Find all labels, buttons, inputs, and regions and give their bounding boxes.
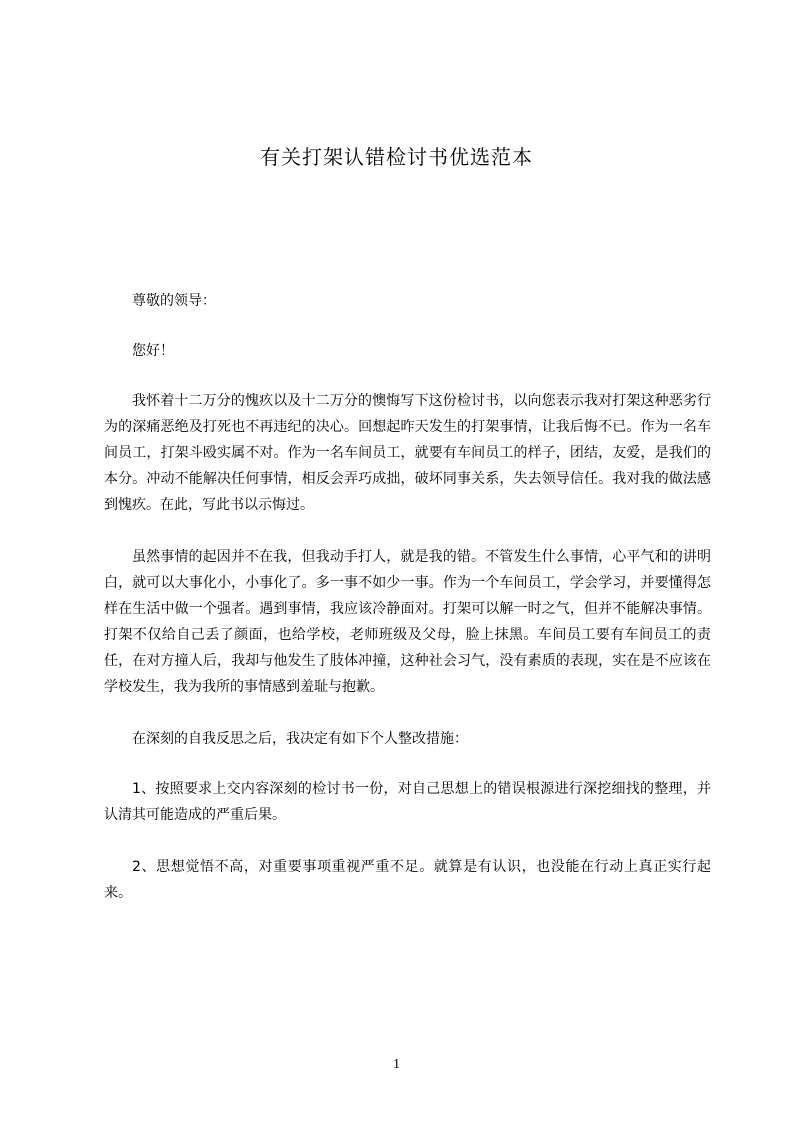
- document-body: [104, 288, 711, 932]
- paragraph-reflection: 虽然事情的起因并不在我，但我动手打人，就是我的错。不管发生什么事情，心平气和的讲明白，就可以大事化小，小事化了。多一事不如少一事。作为一个车间员工，学会学习，并要懂得怎样在生活中做一个强者。遇到事情，我应该冷静面对。打架可以解一时之气，但并不能解决事情。打架不仅给自己丢了颜面，也给学校，老师班级及父母，脸上抹黑。车间员工要有车间员工的责任，在对方撞人后，我却与他发生了肢体冲撞，这种社会习气，没有素质的表现，实在是不应该在学校发生，我为我所的事情感到羞耻与抱歉。: [104, 549, 711, 695]
- paragraph-measures-intro: 在深刻的自我反思之后，我决定有如下个人整改措施：: [132, 731, 468, 747]
- page-number: 1: [393, 1057, 400, 1072]
- list-item-measure-2: 2、思想觉悟不高，对重要事项重视严重不足。就算是有认识，也没能在行动上真正实行起来。: [104, 859, 711, 901]
- list-item-measure-1: 1、按照要求上交内容深刻的检讨书一份，对自己思想上的错误根源进行深挖细找的整理，并认清其可能造成的严重后果。: [104, 781, 711, 823]
- document-title: 有关打架认错检讨书优选范本: [260, 145, 533, 169]
- greeting: 您好！: [132, 343, 174, 359]
- salutation: 尊敬的领导：: [132, 293, 216, 309]
- paragraph-apology: 我怀着十二万分的愧疚以及十二万分的懊悔写下这份检讨书，以向您表示我对打架这种恶劣行为的深痛恶绝及打死也不再违纪的决心。回想起昨天发生的打架事情，让我后悔不已。作为一名车间员工，打架斗殴实属不对。作为一名车间员工，就要有车间员工的样子，团结，友爱，是我们的本分。冲动不能解决任何事情，相反会弄巧成拙，破坏同事关系，失去领导信任。我对我的做法感到愧疚。在此，写此书以示悔过。: [104, 393, 711, 513]
